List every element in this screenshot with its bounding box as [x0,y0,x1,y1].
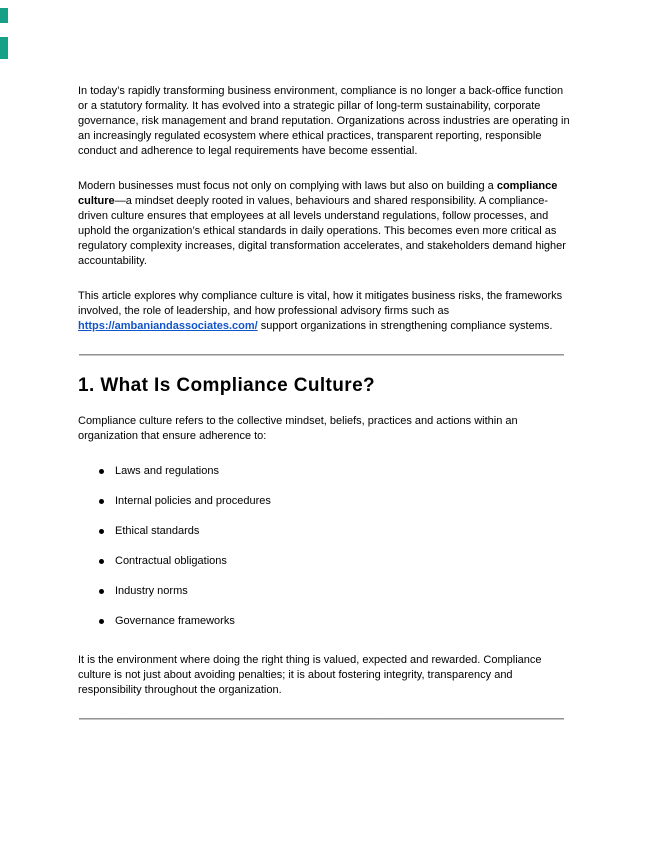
paragraph-definition: Compliance culture refers to the collective mindset, beliefs, practices and actions within an organization that ensure adherence to: [78,415,518,442]
list-item-industry: Industry norms [78,584,572,599]
paragraph-intro: In today’s rapidly transforming business environment, compliance is no longer a back-office function or a statutory formality. It has evolved into a strategic pillar of long-term sustainability, corporate governance, risk management and brand reputation. Organizations across industries are operating in an increasingly regulated ecosystem where ethical practices, transparent reporting, responsible conduct and adherence to legal requirements have become essential. [78,85,570,157]
list-item-governance: Governance frameworks [78,614,572,629]
ambani-associates-link[interactable]: https://ambaniandassociates.com/ [78,320,258,332]
list-item-ethics: Ethical standards [78,524,572,539]
document-content [78,84,572,720]
text-run: support organizations in strengthening compliance systems. [257,320,553,332]
list-item-policies: Internal policies and procedures [78,494,572,509]
left-edge-mark-bottom [0,37,8,59]
paragraph-article-overview [78,289,572,334]
section-divider-bottom [79,718,564,720]
paragraph-environment: It is the environment where doing the right thing is valued, expected and rewarded. Compliance culture is not just about avoiding penalties; it is about fostering integrity, transparency and responsibility throughout the organization. [78,654,542,696]
paragraph-compliance-culture [78,179,572,269]
bold-term-compliance-culture: compliance culture [78,180,558,207]
text-run: This article explores why compliance culture is vital, how it mitigates business risks, the frameworks involved, the role of leadership, and how professional advisory firms such as [78,290,563,317]
list-item-contracts: Contractual obligations [78,554,572,569]
left-edge-mark-top [0,8,8,23]
section-divider-top [79,354,564,356]
list-item-laws: Laws and regulations [78,464,572,479]
text-run: Modern businesses must focus not only on complying with laws but also on building a [78,180,497,192]
compliance-adherence-list [78,464,572,629]
text-run: —a mindset deeply rooted in values, behaviours and shared responsibility. A compliance-driven culture ensures that employees at all levels understand regulations, follow processes, and uphold the organization’s ethical standards in daily operations. This becomes even more critical as regulatory complexity increases, digital transformation accelerates, and stakeholders demand higher accountability. [78,195,566,267]
section-heading: 1. What Is Compliance Culture? [78,375,376,396]
